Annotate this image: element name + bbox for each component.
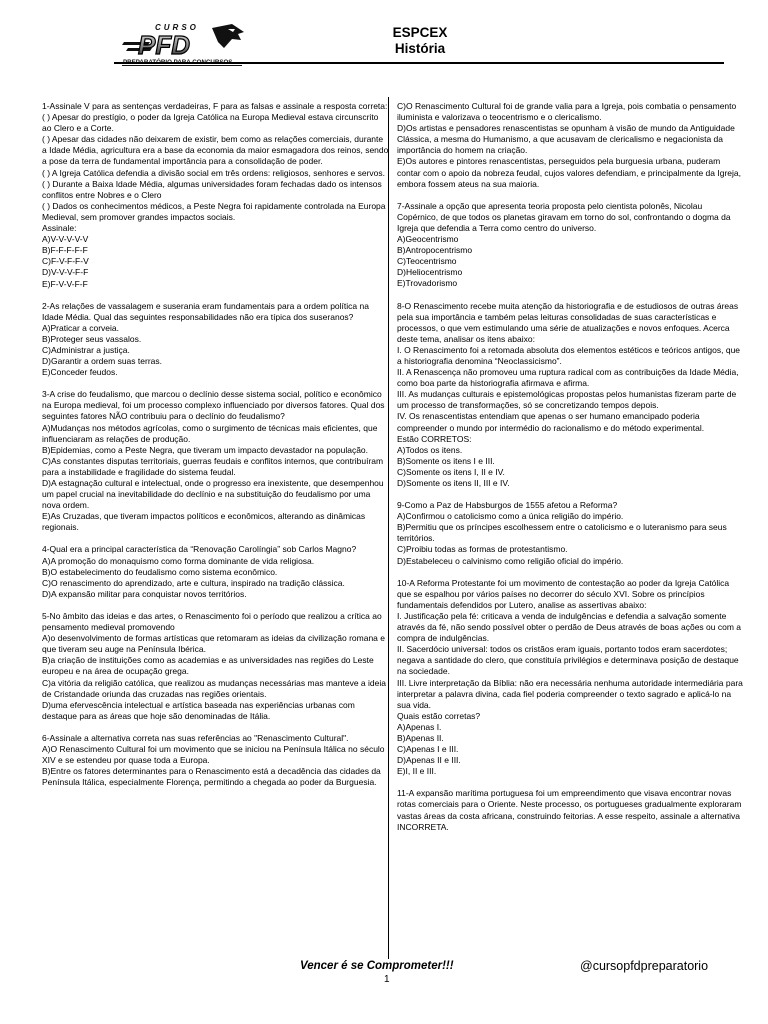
question-line: E)Trovadorismo — [397, 278, 458, 289]
question-line: B)Antropocentrismo — [397, 245, 473, 256]
question-line: C)Proibiu todas as formas de protestantismo. — [397, 544, 568, 555]
question-line: ( ) Durante a Baixa Idade Média, algumas universidades foram fechadas dado os intensos conflitos entre Nobres e o Clero — [42, 178, 382, 200]
question-line: Estão CORRETOS: — [397, 433, 472, 444]
question-line: D)Garantir a ordem suas terras. — [42, 356, 162, 367]
header-rule — [114, 62, 724, 64]
footer-motto: Vencer é se Comprometer!!! — [300, 960, 454, 972]
question-line: B)a criação de instituições como as academias e as universidades nas regiões do Leste europeu e na área de ocupação grega. — [42, 655, 374, 677]
question-line: A)Praticar a corveia. — [42, 322, 119, 333]
question-line: C)Apenas I e III. — [397, 744, 459, 755]
question-line: B)Epidemias, como a Peste Negra, que tiveram um impacto devastador na população. — [42, 444, 369, 455]
question-line: ( ) A Igreja Católica defendia a divisão social em três ordens: religiosos, senhores e servos. — [42, 167, 386, 178]
question-line: A)Mudanças nos métodos agrícolas, como o surgimento de técnicas mais eficientes, que influenciaram as relações de produção. — [42, 422, 378, 444]
question-line: C)O Renascimento Cultural foi de grande valia para a Igreja, pois combatia o pensamento iluminista e valorizava o teocentrismo e o clericalismo. — [397, 101, 737, 123]
question-line: I. Justificação pela fé: criticava a venda de indulgências e defendia a salvação somente através da fé, não sendo possível obter o perdão de Deus através de boas ações ou com a compra de indulgências. — [397, 610, 741, 644]
question-line: C)O renascimento do aprendizado, arte e cultura, inspirado na tradição clássica. — [42, 577, 345, 588]
question-line: A)V-V-V-V-V — [42, 234, 89, 245]
question-line: A)Todos os itens. — [397, 444, 463, 455]
question-line: E)I, II e III. — [397, 766, 437, 777]
question-line: 1-Assinale V para as sentenças verdadeiras, F para as falsas e assinale a resposta correta: — [42, 101, 388, 111]
question-line: C)As constantes disputas territoriais, guerras feudais e conflitos internos, que contribuíram para a instabilidade e fragilidade do sistema feudal. — [42, 455, 384, 477]
question-line: B)Permitiu que os príncipes escolhessem entre o catolicismo e o luteranismo para seus territórios. — [397, 522, 727, 544]
question-line: II. A Renascença não promoveu uma ruptura radical com as contribuições da Idade Média, como boa parte da historiografia afirmava e afirma. — [397, 367, 739, 389]
question-line: D)A expansão militar para conquistar novos territórios. — [42, 588, 247, 599]
question-line: 3-A crise do feudalismo, que marcou o declínio desse sistema social, político e econômico na Europa medieval, foi um processo complexo influenciado por diversos fatores. Qual dos seguintes fatores NÃO contribuiu para o declínio do feudalismo? — [42, 389, 385, 422]
question-block — [397, 101, 745, 190]
question-block — [397, 788, 745, 832]
question-line: C)Administrar a justiça. — [42, 344, 130, 355]
question-line: D)uma efervescência intelectual e artística baseada nas experiências urbanas com destaque para as áreas que hoje são denominadas de Itália. — [42, 699, 355, 721]
page-title: ESPCEX — [392, 25, 448, 40]
question-block — [397, 301, 745, 490]
question-line: 2-As relações de vassalagem e suserania eram fundamentais para a ordem política na Idade Média. Qual das seguintes responsabilidades não era típica dos suseranos? — [42, 300, 369, 322]
question-line: IV. Os renascentistas entendiam que apenas o ser humano emancipado poderia compreender o mundo por intermédio do racionalismo e do método experimental. — [397, 411, 705, 433]
question-line: E)Os autores e pintores renascentistas, perseguidos pela burguesia urbana, puderam contar com o apoio da nobreza feudal, cujos valores defendiam, e principalmente da Igreja, embora fossem ateus na sua maioria. — [397, 156, 741, 189]
question-line: A)O Renascimento Cultural foi um movimento que se iniciou na Península Itálica no século XIV e se estendeu por quase toda a Europa. — [42, 743, 385, 766]
right-column — [397, 101, 745, 844]
question-line: E)F-V-V-F-F — [42, 278, 88, 289]
question-line: B)Somente os itens I e III. — [397, 455, 495, 466]
question-line: I. O Renascimento foi a retomada absoluta dos elementos estéticos e teóricos antigos, que a historiografia denomina “Neoclassicismo”. — [397, 344, 741, 366]
question-line: A)Geocentrismo — [397, 234, 459, 245]
question-line: C)F-V-F-F-V — [42, 256, 89, 267]
question-line: III. As mudanças culturais e epistemológicas propostas pelos humanistas fizeram parte de um processo de transformações, só se concretizando tempos depois. — [397, 389, 737, 411]
logo-word-curso: CURSO — [155, 23, 199, 32]
question-line: A)Confirmou o catolicismo como a única religião do império. — [397, 511, 624, 522]
question-line: Quais estão corretas? — [397, 710, 481, 721]
question-block — [42, 733, 390, 788]
question-line: D)Heliocentrismo — [397, 267, 463, 278]
question-line: 8-O Renascimento recebe muita atenção da historiografia e de estudiosos de outras áreas pela sua importância e também pelas leituras consolidadas de suas características e processos, o que vem estimulando uma série de atualizações e novos enfoques. Acerca deste tema, analisar os itens abaixo: — [397, 300, 739, 344]
question-block — [397, 500, 745, 567]
question-line: E)Conceder feudos. — [42, 367, 118, 378]
question-line: D)A estagnação cultural e intelectual, onde o progresso era inexistente, que desempenhou um papel crucial na inevitabilidade do declínio e na substituição do feudalismo por uma nova ordem. — [42, 478, 384, 511]
question-line: C)Somente os itens I, II e IV. — [397, 466, 505, 477]
question-block — [42, 389, 390, 533]
question-line: 11-A expansão marítima portuguesa foi um empreendimento que visava encontrar novas rotas comerciais para o Oriente. Neste processo, os portugueses gradualmente exploraram vastas áreas da costa africana, construindo feitorias. A esse respeito, assinale a alternativa INCORRETA. — [397, 788, 742, 832]
question-line: C)a vitória da religião católica, que realizou as mudanças necessárias mas manteve a ideia de Cristandade oriunda das cruzadas nas regiões orientais. — [42, 677, 386, 699]
question-line: Assinale: — [42, 223, 77, 234]
page-subtitle: História — [394, 41, 446, 56]
question-block — [397, 578, 745, 778]
question-line: B)Entre os fatores determinantes para o Renascimento está a decadência das cidades da Península Itálica, especialmente Florença, permitindo a chegada ao poder da Burguesia. — [42, 766, 381, 788]
question-line: D)Os artistas e pensadores renascentistas se opunham à visão de mundo da Antiguidade Clássica, a mesma do Humanismo, a que acusavam de clericalismo e negacionista da importância do homem na criação. — [397, 123, 735, 156]
question-line: B)F-F-F-F-F — [42, 245, 88, 256]
page-number: 1 — [384, 974, 390, 985]
question-line: A)o desenvolvimento de formas artísticas que retomaram as ideias da civilização romana e que tiveram seu auge na Península Ibérica. — [42, 633, 385, 655]
question-line: 9-Como a Paz de Habsburgos de 1555 afetou a Reforma? — [397, 500, 618, 511]
question-line: B)O estabelecimento do feudalismo como sistema econômico. — [42, 566, 278, 577]
question-line: D)Estabeleceu o calvinismo como religião oficial do império. — [397, 555, 624, 566]
question-line: C)Teocentrismo — [397, 256, 457, 267]
question-line: B)Proteger seus vassalos. — [42, 333, 142, 344]
question-line: A)A promoção do monaquismo como forma dominante de vida religiosa. — [42, 555, 315, 566]
question-line: B)Apenas II. — [397, 732, 444, 743]
question-line: A)Apenas I. — [397, 721, 442, 732]
question-line: 7-Assinale a opção que apresenta teoria proposta pelo cientista polonês, Nicolau Copérnico, de que todos os planetas giravam em torno do sol, confrontando o dogma da Igreja que defendia a Terra como centro do universo. — [397, 200, 731, 233]
question-line: ( ) Dados os conhecimentos médicos, a Peste Negra foi rapidamente controlada na Europa Medieval, sem promover grandes impactos sociais. — [42, 200, 386, 222]
question-line: 6-Assinale a alternativa correta nas suas referências ao "Renascimento Cultural". — [42, 732, 349, 743]
question-line: E)As Cruzadas, que tiveram impactos políticos e econômicos, alterando as dinâmicas regionais. — [42, 511, 366, 533]
question-line: III. Livre interpretação da Bíblia: não era necessária nenhuma autoridade intermediária para interpretar a palavra divina, cada fiel poderia compreender o texto sagrado e aplicá-lo na sua vida. — [397, 677, 743, 710]
course-logo — [120, 20, 245, 66]
question-line: D)Apenas II e III. — [397, 755, 461, 766]
eagle-icon — [212, 24, 244, 48]
footer-social-handle: @cursopfdpreparatorio — [580, 959, 709, 973]
question-block — [42, 301, 390, 379]
question-line: 10-A Reforma Protestante foi um movimento de contestação ao poder da Igreja Católica que se espalhou por vários países no decorrer do século XVI. Sobre os princípios fundamentais defendidos por Lutero, analise as assertivas abaixo: — [397, 577, 730, 610]
question-line: ( ) Apesar do prestígio, o poder da Igreja Católica na Europa Medieval estava circunscrito ao Clero e a Corte. — [42, 112, 379, 134]
question-line: ( ) Apesar das cidades não deixarem de existir, bem como as relações comerciais, durante a Idade Média, agricultura era a base da economia da maior esmagadora dos reinos, sendo a pose da terra de fundamental importância para a consolidação de poder. — [42, 134, 389, 167]
logo-word-pfd: PFD — [138, 30, 190, 60]
question-line: 5-No âmbito das ideias e das artes, o Renascimento foi o período que realizou a crítica ao pensamento medieval promovendo — [42, 610, 382, 633]
question-block — [42, 544, 390, 599]
left-column — [42, 101, 390, 799]
question-block — [42, 611, 390, 722]
question-block — [397, 201, 745, 290]
question-line: II. Sacerdócio universal: todos os cristãos eram iguais, portanto todos eram sacerdotes; negava a santidade do clero, que constituía privilégios e determinava posição de destaque na sociedade. — [397, 644, 739, 677]
question-line: D)Somente os itens II, III e IV. — [397, 478, 510, 488]
question-block — [42, 101, 390, 290]
question-line: 4-Qual era a principal característica da “Renovação Carolíngia” sob Carlos Magno? — [42, 544, 357, 555]
question-line: D)V-V-V-F-F — [42, 267, 89, 278]
